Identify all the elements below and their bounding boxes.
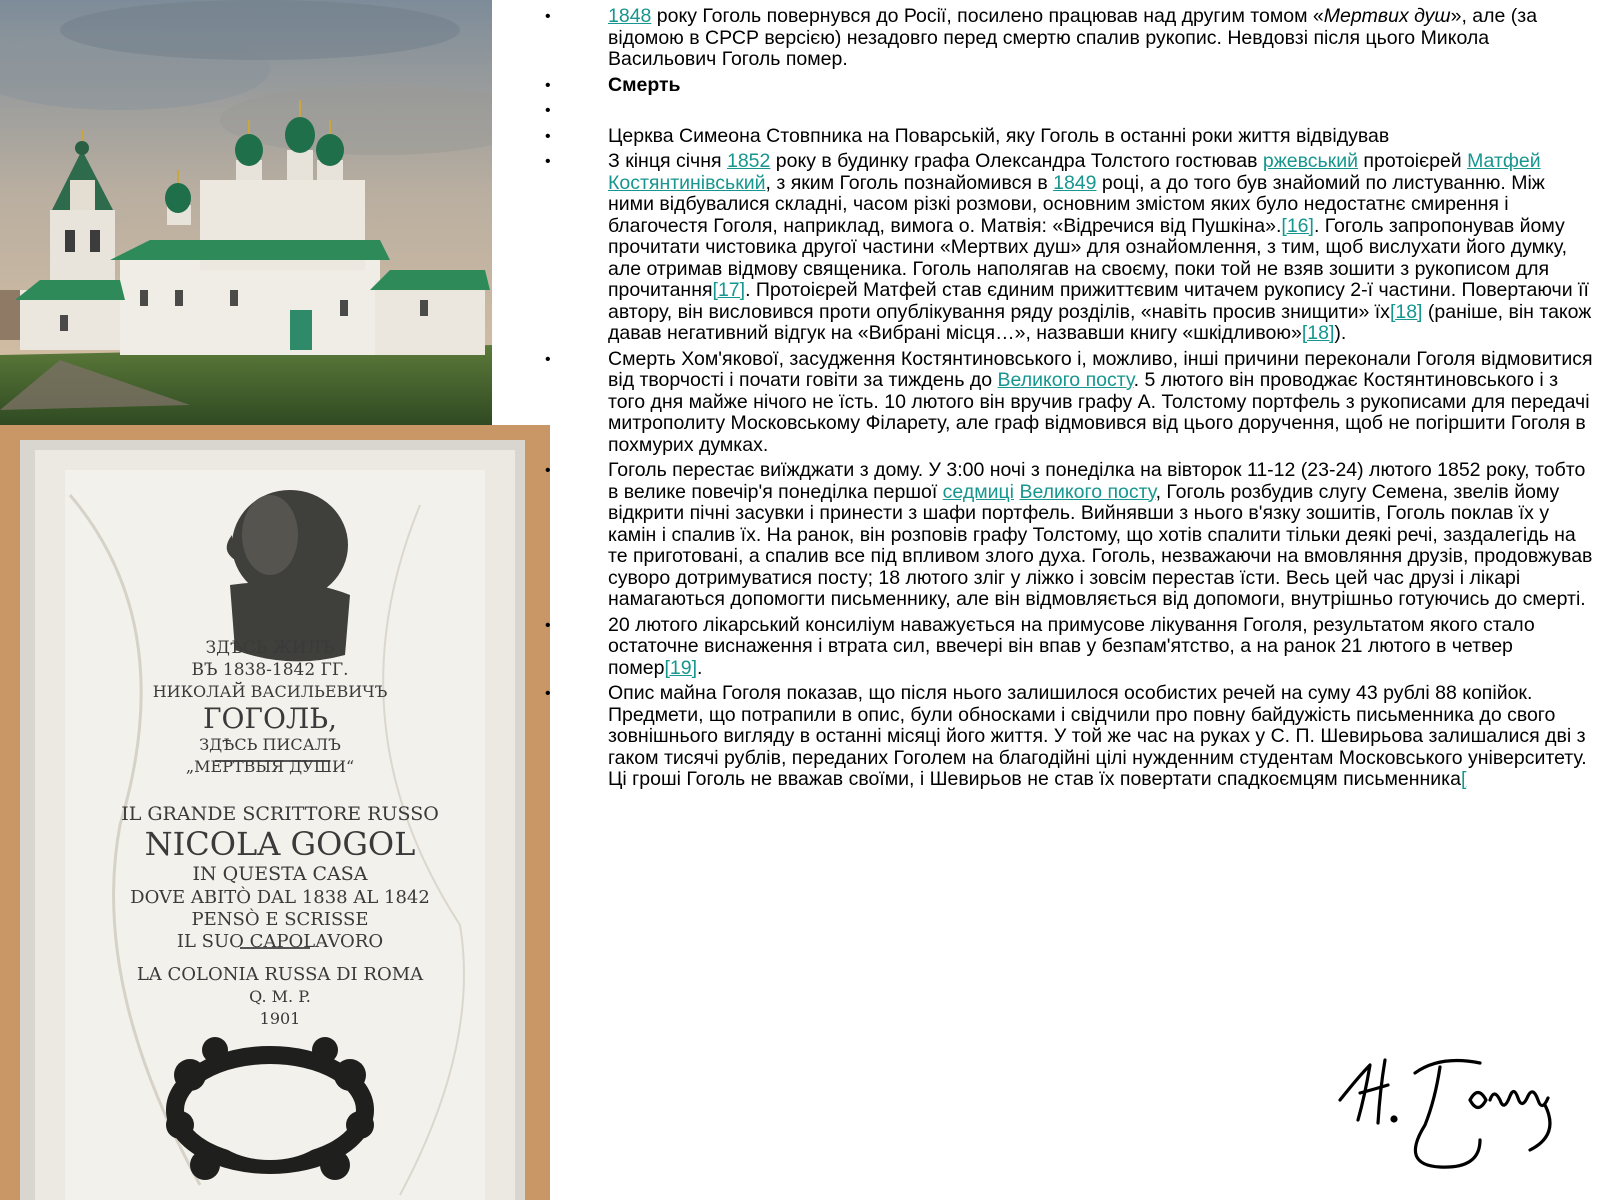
link-matfei[interactable]: Матфей Костянтинівський [608,150,1541,194]
list-item [545,349,1595,457]
plaque-it-line-2: NICOLA GOGOL [144,825,416,863]
plaque-ru-line-2: ВЪ 1838-1842 ГГ. [191,660,349,680]
memorial-plaque-photo [0,425,550,1200]
text-run: . 5 лютого він проводжає Костянтиновського і з того дня майже нічого не їсть. 10 лютого він вручив графу А. Толстому портфель з рукописами для передачі митрополиту Московському Філарету, але граф відмовився від цього доручення, щоб не погіршити Гоголя в похмурих думках. [608,369,1590,456]
text-run: року в будинку графа Олександра Толстого гостював [770,150,1263,172]
text-run: протоієрей [1358,150,1468,172]
list-item [545,460,1595,611]
list-item [545,683,1595,791]
text-run: , Гоголь розбудив слугу Семена, звелів йому відкрити пічні засувки і принести з шафи портфель. Вийнявши з нього в'язку зошитів, Гоголь поклав їх у камін і спалив їх. На ранок, він розповів графу Толстому, що хотів спалити тільки деякі речі, заздалегідь на те приготовані, а спалив все під впливом злого духа. Гоголь, незважаючи на вмовляння друзів, продовжував суворо дотримуватися посту; 18 лютого зліг у ліжко і зовсім перестав їсти. Весь цей час друзі і лікарі намагаються допомогти письменнику, але він відмовляється від допомоги, внутрішньо готуючись до смерті. [608,480,1593,610]
text-run: . Гоголь запропонував йому прочитати чистовика другої частини «Мертвих душ» для ознайомлення, з тим, щоб вислухати його думку, але отримав відмову священика. Гоголь наполягав на своєму, поки той не взяв зошити з рукописом для прочитання [608,214,1567,301]
plaque-it-line-5: PENSÒ E SCRISSE [191,909,369,930]
link-great-lent[interactable]: Великого посту [997,369,1134,391]
text-run: Гоголь перестає виїжджати з дому. У 3:00 ночі з понеділка на вівторок 11-12 (23-24) лютого 1852 року, тобто в велике повечір'я понеділка першої [608,459,1586,503]
text-run: », але (за відомою в СРСР версією) незадовго перед смертю спалив рукопис. Невдовзі після цього Микола Васильович Гоголь помер. [608,5,1538,70]
plaque-it-line-8: Q. M. P. [249,987,311,1006]
text-run: , з яким Гоголь познайомився в [765,171,1054,194]
plaque-it-line-1: IL GRANDE SCRITTORE RUSSO [121,803,439,825]
gogol-signature [1330,1045,1575,1175]
italic-title: Мертвих душ [1323,5,1451,27]
link-1848[interactable]: 1848 [608,5,652,27]
plaque-it-line-3: IN QUESTA CASA [192,863,368,885]
text-run: року Гоголь повернувся до Росії, посилено працював над другим томом « [651,5,1324,27]
church-caption: Церква Симеона Стовпника на Поварській, яку Гоголь в останні роки життя відвідував [608,124,1390,147]
link-great-lent-2[interactable]: Великого посту [1019,480,1156,503]
plaque-ru-line-5: ЗДѢСЬ ПИСАЛЪ [199,735,341,754]
ref-link-19[interactable]: [19] [664,656,698,679]
list-item-heading [545,75,1595,97]
plaque-ru-line-6: „МЕРТВЫЯ ДУШИ“ [185,757,355,776]
text-run: році, а до того був знайомий по листуванню. Між ними відбувалися складні, часом різкі розмови, основним змістом яких було недостатнє смирення і благочестя Гоголя, наприклад, вимога о. Матвія: «Відречися від Пушкіна». [608,171,1545,237]
plaque-it-line-4: DOVE ABITÒ DAL 1838 AL 1842 [130,887,430,908]
link-1849[interactable]: 1849 [1053,171,1097,194]
list-item [545,615,1595,680]
text-run: Смерть Хом'якової, засудження Костянтиновського і, можливо, інші причини переконали Гоголя відмовитися від творчості і почати говіти за тиждень до [608,347,1593,391]
ref-link-18[interactable]: [18] [1389,300,1423,323]
plaque-ru-line-1: ЗДѢСЬ ЖИЛЪ [205,638,335,658]
list-item-empty [545,100,1595,122]
plaque-ru-line-3: НИКОЛАЙ ВАСИЛЬЕВИЧЪ [152,682,388,701]
list-item [545,151,1595,345]
plaque-it-line-9: 1901 [259,1009,301,1028]
ref-link-trailing[interactable]: [ [1460,768,1467,790]
church-photo [0,0,492,425]
list-item-caption [545,126,1595,148]
link-sedmytsi[interactable]: седмиці [942,480,1015,503]
article-content [545,6,1595,795]
plaque-it-line-6: IL SUO CAPOLAVORO [176,931,384,952]
plaque-it-line-7: LA COLONIA RUSSA DI ROMA [136,964,424,985]
text-run: ). [1334,322,1347,344]
link-1852[interactable]: 1852 [726,150,771,172]
text-run: . Протоієрей Матфей став єдиним прижиттєвим читачем рукопису 2-ї частини. Повертаючи її автору, він висловився проти опублікування ряду розділів, «навіть просив знищити» їх [608,279,1589,323]
text-run: Опис майна Гоголя показав, що після нього залишилося особистих речей на суму 43 рублі 88 копійок. Предмети, що потрапили в опис, були обносками і свідчили про повну байдужість письменника до свого зовнішнього вигляду в останні місяці його життя. У той же час на руках у С. П. Шевирьова залишалися дві з гаком тисячі рублів, переданих Гоголем на благодійні цілі нужденним студентам Московського університету. Ці гроші Гоголь не вважав своїми, і Шевирьов не став їх повертати спадкоємцям письменника [608,682,1587,790]
link-rzhevskyi[interactable]: ржевський [1262,150,1358,172]
text-run: . [697,656,703,679]
plaque-ru-line-4: ГОГОЛЬ, [202,702,338,735]
text-run: З кінця січня [608,150,727,172]
ref-link-16[interactable]: [16] [1281,214,1314,237]
ref-link-18b[interactable]: [18] [1301,322,1335,344]
list-item [545,6,1595,71]
bullet-list [545,6,1595,791]
section-heading: Смерть [608,73,681,96]
text-run: 20 лютого лікарський консиліум наважується на примусове лікування Гоголя, результатом якого стало остаточне виснаження і втрата сил, ввечері він впав у безпам'ятство, а на ранок 21 лютого в четвер помер [608,613,1535,679]
ref-link-17[interactable]: [17] [712,279,746,301]
text-run: (раніше, він також давав негативний відгук на «Вибрані місця…», назвавши книгу «шкідливою» [608,300,1592,344]
